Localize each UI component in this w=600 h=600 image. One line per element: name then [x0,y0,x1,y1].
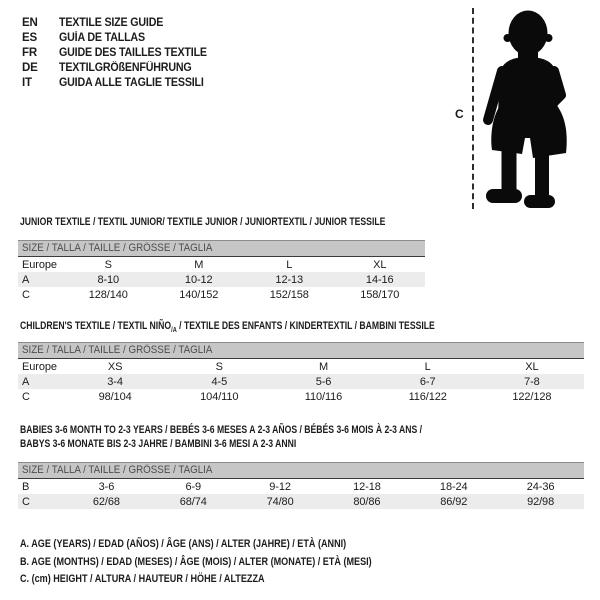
height-value: 68/74 [179,495,207,508]
title-line2: BABYS 3-6 MONATE BIS 2-3 JAHRE / BAMBINI 3-6 MESI A 2-3 ANNI [20,438,297,450]
legend-title: GUIDE DES TAILLES TEXTILE [59,47,207,59]
title-line1: BABIES 3-6 MONTH TO 2-3 YEARS / BEBÉS 3-6 MESES A 2-3 AÑOS / BÉBÉS 3-6 MOIS À 2-3 ANS / [20,424,423,436]
row-label: C [22,288,30,301]
size-col: S [215,360,223,373]
legend-row-en [22,16,218,31]
language-code: FR [22,47,37,59]
legend-title: GUÍA DE TALLAS [59,32,145,44]
size-col: XS [107,360,123,373]
row-label: C [22,390,30,403]
height-row [18,389,584,404]
language-code: DE [22,62,38,74]
row-label: A [22,375,30,388]
months-value: 18-24 [439,480,468,493]
children-table-title [20,319,435,338]
height-value: 98/104 [98,390,132,403]
size-columns-row [18,257,425,272]
size-header-text: SIZE / TALLA / TAILLE / GRÖSSE / TAGLIA [22,242,213,254]
height-value: 122/128 [512,390,552,403]
age-value: 12-13 [275,273,304,286]
height-value: 74/80 [266,495,294,508]
height-value: 128/140 [88,288,128,301]
size-header-bar [18,342,584,359]
legend-title: TEXTILE SIZE GUIDE [59,17,164,29]
legend-row-es [22,31,218,46]
legend-row-fr [22,46,218,61]
height-value: 104/110 [200,390,239,403]
title-post: / TEXTILE DES ENFANTS / KINDERTEXTIL / BAMBINI TESSILE [176,320,435,332]
size-header-bar [18,240,425,257]
height-value: 62/68 [92,495,120,508]
size-col: XL [525,360,539,373]
months-value: 24-36 [526,480,555,493]
height-value: 152/158 [269,288,309,301]
babies-table-title [20,423,422,451]
height-value: 86/92 [440,495,468,508]
age-row [18,272,425,287]
age-value: 8-10 [97,273,120,286]
row-label: C [22,495,30,508]
height-measure-label: C [455,107,464,121]
age-value: 6-7 [419,375,436,388]
size-columns-row [18,359,584,374]
height-value: 116/122 [408,390,447,403]
legend-row-de [22,61,218,76]
size-col: S [104,258,112,271]
footnote-b: B. AGE (MONTHS) / EDAD (MESES) / ÂGE (MOIS) / ALTER (MONATE) / ETÀ (MESI) [20,555,372,568]
age-row [18,374,584,389]
language-code: EN [22,17,38,29]
age-value: 14-16 [365,273,394,286]
language-code: IT [22,77,32,89]
region-header: Europe [22,258,57,271]
size-col: L [424,360,431,373]
region-header: Europe [22,360,57,373]
height-measure-line [472,8,474,209]
height-row [18,494,584,509]
babies-size-table [18,462,584,509]
footnote-a: A. AGE (YEARS) / EDAD (AÑOS) / ÂGE (ANS) / ALTER (JAHRE) / ETÀ (ANNI) [20,538,347,550]
height-value: 140/152 [179,288,219,301]
months-value: 9-12 [269,480,291,493]
children-size-table [18,342,584,404]
age-value: 10-12 [184,273,213,286]
months-value: 12-18 [353,480,381,493]
size-header-text: SIZE / TALLA / TAILLE / GRÖSSE / TAGLIA [22,464,213,476]
size-col: M [318,360,329,373]
height-row [18,287,425,302]
age-value: 7-8 [524,375,540,388]
height-value: 158/170 [360,288,400,301]
months-row [18,479,584,494]
language-legend [22,16,218,91]
height-value: 92/98 [527,495,555,508]
height-value: 80/86 [353,495,381,508]
age-value: 3-4 [107,375,123,388]
size-col: L [286,258,293,271]
toddler-silhouette-icon [478,7,590,209]
footnotes [20,536,439,589]
junior-table-title: JUNIOR TEXTILE / TEXTIL JUNIOR/ TEXTILE JUNIOR / JUNIORTEXTIL / JUNIOR TESSILE [20,216,386,228]
footnote-c: C. (cm) HEIGHT / ALTURA / HAUTEUR / HÖHE / ALTEZZA [20,573,265,585]
size-header-bar [18,462,584,479]
age-value: 4-5 [211,375,228,388]
title-pre: CHILDREN'S TEXTILE / TEXTIL NIÑO [20,320,172,332]
months-value: 3-6 [98,480,115,493]
size-col: XL [373,258,387,271]
legend-row-it [22,76,218,91]
height-value: 110/116 [304,390,343,403]
language-code: ES [22,32,37,44]
legend-title: TEXTILGRÖßENFÜHRUNG [59,62,192,74]
row-label: A [22,273,30,286]
age-value: 5-6 [315,375,332,388]
legend-title: GUIDA ALLE TAGLIE TESSILI [59,77,204,89]
title-sub: /A [171,327,177,335]
size-header-text: SIZE / TALLA / TAILLE / GRÖSSE / TAGLIA [22,344,213,356]
row-label: B [22,480,30,493]
junior-size-table [18,240,425,302]
months-value: 6-9 [185,480,202,493]
size-col: M [194,258,204,271]
